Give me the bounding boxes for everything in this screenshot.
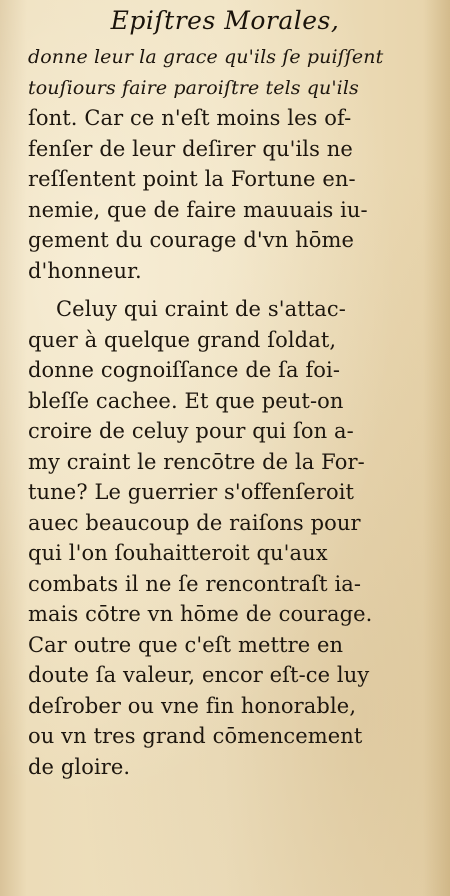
text-line: ſont. Car ce n'eſt moins les of-	[28, 106, 352, 130]
text-line: nemie, que de faire mauuais iu-	[28, 197, 368, 222]
text-line: deſrober ou vne fin honorable,	[28, 693, 357, 718]
text-line: my craint le rencōtre de la For-	[28, 449, 365, 474]
body-text	[28, 42, 424, 782]
bottom-margin	[0, 836, 450, 896]
text-line: donne leur la grace qu'ils ſe puiſſent	[28, 46, 384, 68]
text-line: gement du courage d'vn hōme	[28, 228, 355, 252]
text-line: reſſentent point la Fortune en-	[28, 167, 356, 191]
text-line: Car outre que c'eſt mettre en	[28, 632, 344, 657]
text-line: d'honneur.	[28, 258, 142, 283]
text-line: tune? Le guerrier s'offenſeroit	[28, 480, 355, 504]
text-line: mais cōtre vn hōme de courage.	[28, 602, 373, 626]
text-line: bleſſe cachee. Et que peut-on	[28, 388, 344, 413]
text-line: donne cognoiſſance de ſa foi-	[28, 358, 341, 382]
text-line: quer à quelque grand ſoldat,	[28, 327, 337, 352]
running-head: Epiſtres Morales,	[110, 6, 340, 35]
text-line: doute ſa valeur, encor eſt-ce luy	[28, 663, 370, 687]
text-line: qui l'on ſouhaitteroit qu'aux	[28, 541, 328, 565]
text-line: combats il ne ſe rencontraſt ia-	[28, 571, 362, 596]
text-line: croire de celuy pour qui ſon a-	[28, 419, 354, 443]
text-line: fenſer de leur deſirer qu'ils ne	[28, 136, 353, 161]
text-line: Celuy qui craint de s'attac-	[56, 297, 346, 321]
text-line: de gloire.	[28, 754, 131, 779]
text-line: touſiours faire paroiſtre tels qu'ils	[28, 76, 359, 99]
text-line: auec beaucoup de raiſons pour	[28, 510, 361, 535]
text-line: ou vn tres grand cōmencement	[28, 724, 363, 748]
